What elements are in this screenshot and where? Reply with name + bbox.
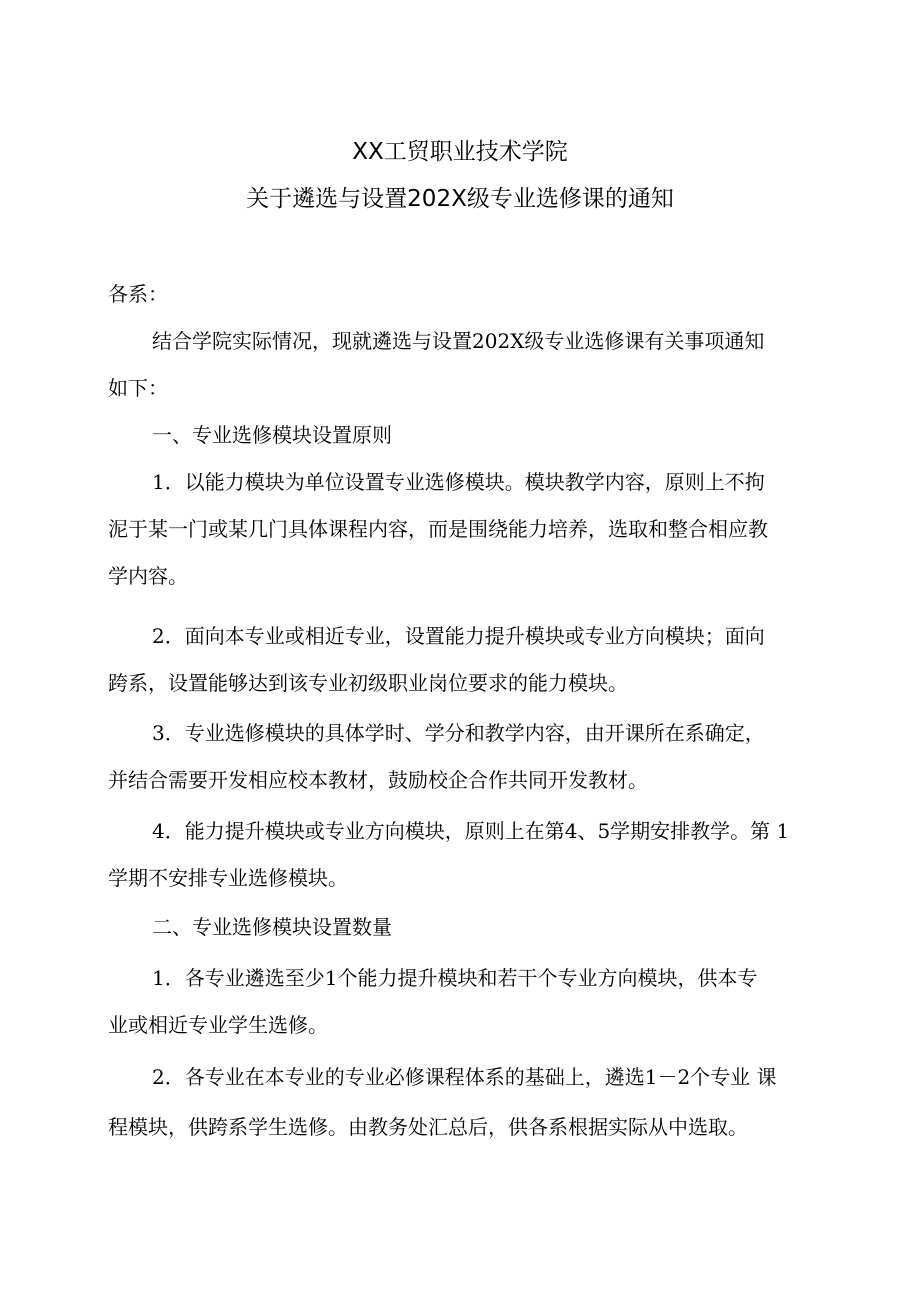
principle-4-line-2: 学期不安排专业选修模块。 <box>108 866 348 890</box>
principle-1-line-3: 学内容。 <box>108 564 188 588</box>
quantity-1-line-1: 1．各专业遴选至少1个能力提升模块和若干个专业方向模块，供本专 <box>152 966 758 990</box>
intro-line-1: 结合学院实际情况，现就遴选与设置202X级专业选修课有关事项通知 <box>152 329 765 353</box>
intro-line-2: 如下： <box>108 376 168 400</box>
quantity-2-line-2: 程模块，供跨系学生选修。由教务处汇总后，供各系根据实际从中选取。 <box>108 1115 748 1139</box>
document-title-subject: 关于遴选与设置202X级专业选修课的通知 <box>246 186 674 212</box>
principle-1-line-2: 泥于某一门或某几门具体课程内容，而是围绕能力培养，选取和整合相应教 <box>108 517 768 541</box>
principle-4-line-1: 4．能力提升模块或专业方向模块，原则上在第4、5学期安排教学。第 1 <box>152 819 790 843</box>
principle-3-line-1: 3．专业选修模块的具体学时、学分和教学内容，由开课所在系确定， <box>152 721 765 745</box>
quantity-1-line-2: 业或相近专业学生选修。 <box>108 1013 328 1037</box>
principle-1-line-1: 1．以能力模块为单位设置专业选修模块。模块教学内容，原则上不拘 <box>152 470 765 494</box>
principle-2-line-2: 跨系，设置能够达到该专业初级职业岗位要求的能力模块。 <box>108 671 628 695</box>
salutation: 各系： <box>108 282 168 306</box>
quantity-2-line-1: 2．各专业在本专业的专业必修课程体系的基础上，遴选1－2个专业 课 <box>152 1065 777 1089</box>
section-heading-quantity: 二、专业选修模块设置数量 <box>152 915 392 939</box>
section-heading-principles: 一、专业选修模块设置原则 <box>152 423 392 447</box>
document-title-institution: XX工贸职业技术学院 <box>352 139 568 165</box>
principle-3-line-2: 并结合需要开发相应校本教材，鼓励校企合作共同开发教材。 <box>108 768 648 792</box>
principle-2-line-1: 2．面向本专业或相近专业，设置能力提升模块或专业方向模块；面向 <box>152 624 765 648</box>
